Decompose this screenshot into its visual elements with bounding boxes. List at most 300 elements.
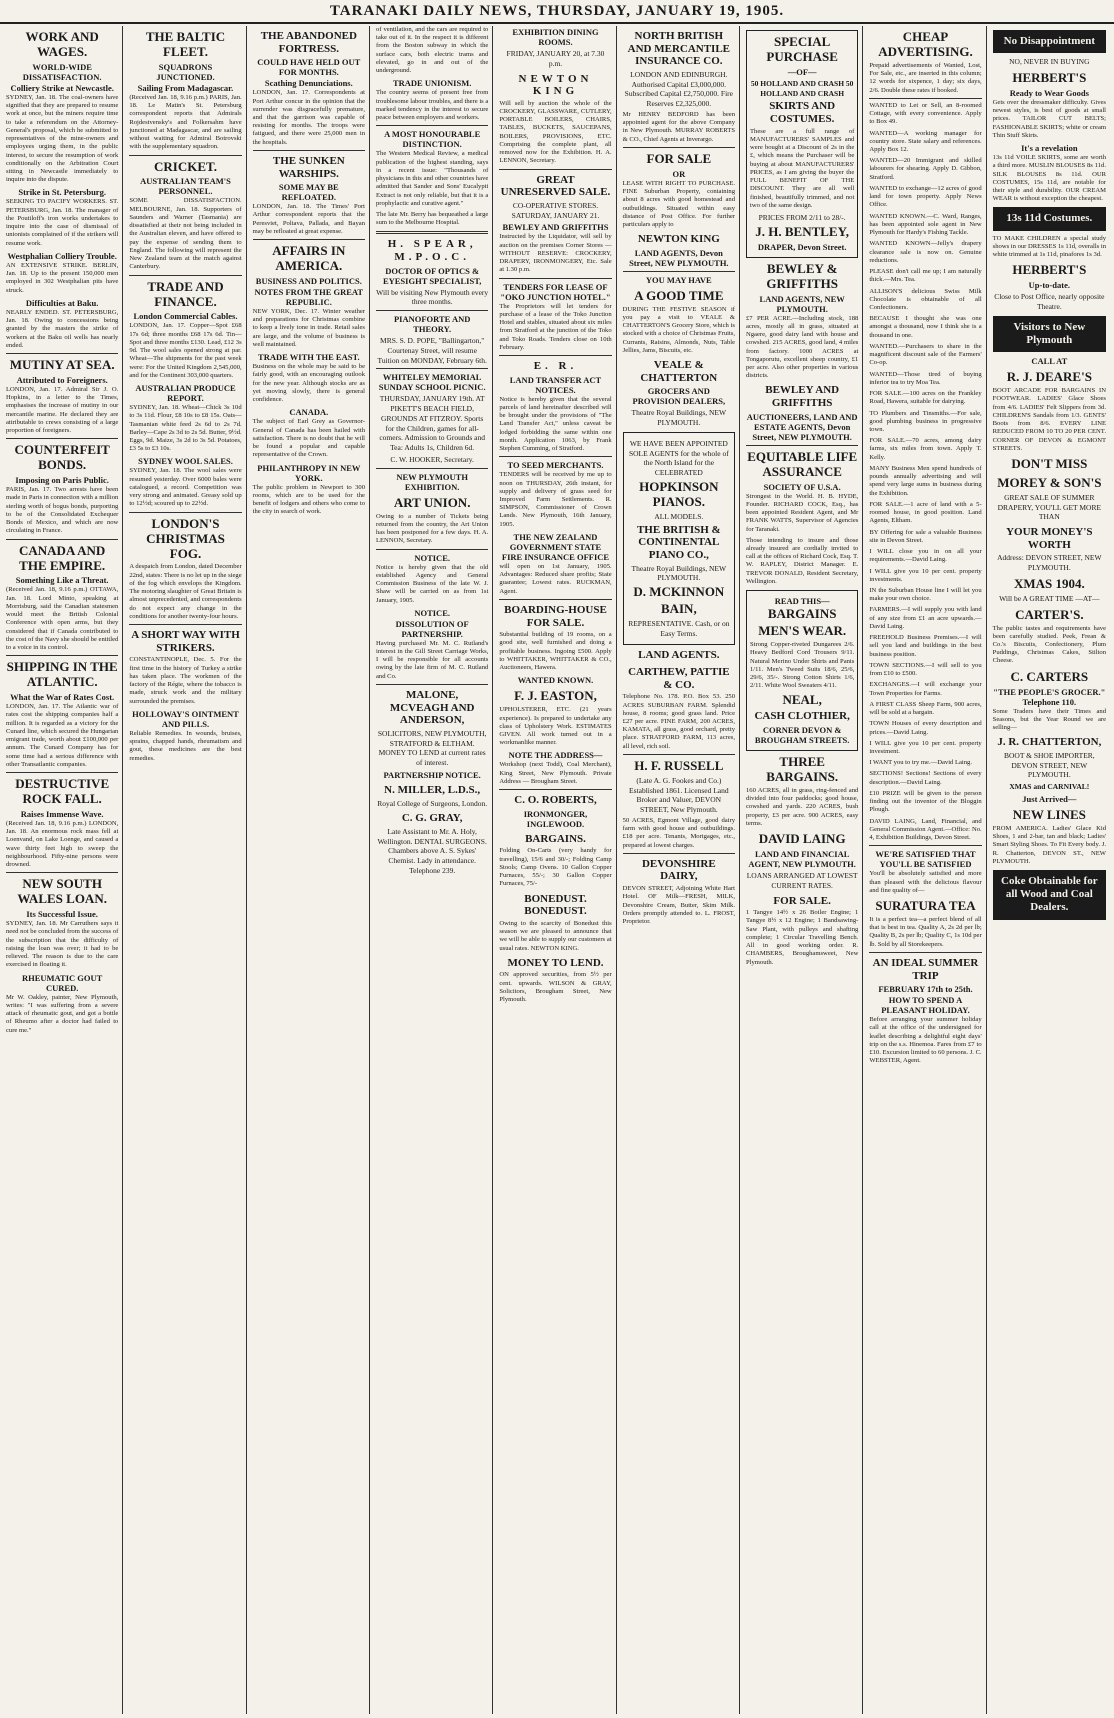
ad-text: LOANS ARRANGED AT LOWEST CURRENT RATES.	[746, 871, 858, 890]
article-text: The country seems of present free from troublesome labour troubles, and there is a marked tendency in the interest to secure peace between employers and workers.	[376, 89, 489, 122]
crest-er: E. R.	[533, 360, 578, 373]
headline-cricket: CRICKET.	[154, 158, 217, 174]
article-text: Reliable Remedies. In wounds, bruises, sprains, chapped hands, rheumatism and gout, these medicines are the best remedies.	[129, 729, 242, 762]
ad-costumes: 13s 11d Costumes.	[993, 207, 1106, 230]
subhead: AUCTIONEERS, LAND AND ESTATE AGENTS, Devon Street, NEW PLYMOUTH.	[746, 411, 858, 442]
headline-canada: CANADA AND THE EMPIRE.	[19, 542, 106, 573]
classified-ad: ALLISON'S delicious Swiss Milk Chocolate is obtainable of all Confectioners.	[869, 287, 982, 311]
ad-text: NO, NEVER IN BUYING	[1009, 57, 1090, 67]
ad-morey: MOREY & SON'S	[997, 474, 1102, 490]
ad-for-sale: FOR SALE.	[773, 894, 831, 907]
ad-gray: C. G. GRAY,	[401, 812, 463, 825]
headline-counterfeit: COUNTERFEIT BONDS.	[14, 442, 110, 473]
ad-text: Owing to a number of Tickets being returned from the country, the Art Union has been postponed for a few days. H. A. LENNON, Secretary.	[376, 512, 489, 545]
column-5	[497, 26, 616, 1714]
subhead: TRADE UNIONISM.	[392, 78, 472, 89]
article-text: SYDNEY, Jan. 18. The coal-owners have signified that they are prepared to resume work at once, but the miners require time to take a referendum on the Attorney-General's proposal, which he submitted to representatives of the mine-owners and employees urging them, in the public interest, to secure the resumption of work conditionally on the Arbitration Court sitting in Newcastle immediately to inquire into the dispute.	[6, 93, 119, 184]
article-text: Business on the whole may be said to be fairly good, with an encouraging outlook for the new year. Although stocks are as yet moving slowly, there is general confidence.	[252, 363, 365, 404]
classified-ad: I WILL give you 10 per cent. property investment.	[869, 739, 982, 755]
ad-suratura-tea: SURATURA TEA	[875, 898, 976, 914]
ad-text: SOLICITORS, NEW PLYMOUTH, STRATFORD & ELTHAM. MONEY TO LEND at current rates of interest.	[377, 728, 487, 768]
subhead: Colliery Strike at Newcastle.	[10, 82, 114, 93]
subhead: LAND AGENTS, NEW PLYMOUTH.	[759, 293, 845, 314]
classified-ad: I WILL give you 10 per cent. property investments.	[869, 567, 982, 583]
divider	[499, 169, 611, 170]
classified-ad: WANTED—20 Immigrant and skilled labourers for shearing. Apply D. Gibbon, Stratford.	[869, 157, 982, 181]
article-text: SYDNEY, Jan. 18. The wool sales were resumed yesterday. Over 6000 bales were catalogued, a record. Competition was very strong and animated. Greasy sold up to 12½d; scoured up to 22½d.	[129, 467, 242, 508]
subhead: What the War of Rates Cost.	[10, 692, 115, 703]
ad-new-lines: NEW LINES	[1012, 806, 1086, 822]
ad-chatterton: J. R. CHATTERTON,	[997, 736, 1102, 749]
classified-ad: MANY Business Men spend hundreds of pounds annually advertising and will spend very large sums in business during the Exhibition.	[869, 464, 982, 497]
ad-bonedust: BONEDUST. BONEDUST.	[524, 892, 587, 918]
ad-text: Having purchased Mr. M. C. Rutland's interest in the Gill Street Carriage Works, I will be responsible for all accounts owing by the late firm of M. C. Rutland and Co.	[376, 639, 489, 680]
ad-text: DEVON STREET, Adjoining White Hart Hotel. OF Milk—FRESH, MILK, Devonshire Cream, Butter, Skim Milk. Orders promptly attended to. L. FROST, Proprietor.	[622, 885, 735, 926]
subhead: NOTES FROM THE GREAT REPUBLIC.	[254, 287, 364, 308]
subhead: CORNER DEVON & BROUGHAM STREETS.	[754, 725, 850, 746]
classified-ad: WANTED KNOWN—Jelly's drapery clearance sale is now on. Genuine reductions.	[869, 240, 982, 264]
subhead: DOCTOR OF OPTICS & EYESIGHT SPECIALIST,	[382, 265, 482, 286]
classified-ad: IN the Suburban House line I will let you make your own choice.	[869, 587, 982, 603]
classified-ad: TOWN SECTIONS.—I will sell to you from £10 to £500.	[869, 661, 982, 678]
divider	[376, 125, 488, 126]
ad-north-british: NORTH BRITISH AND MERCANTILE INSURANCE CO.	[627, 30, 731, 68]
ad-text: will open on 1st January, 1905. Advantages: Reduced share profits; State guarantee; Lowest rates. RUCKMAN, Agent.	[499, 562, 612, 595]
classified-ad: EXCHANGES.—I will exchange your Town Properties for Farms.	[869, 681, 982, 697]
ad-text: Owing to the scarcity of Bonedust this season we are pleased to announce that we will be able to supply our customers at usual rates. NEWTON KING.	[499, 919, 612, 952]
article-text: of ventilation, and the cars are required to take out of it. In the respect it is different from the Boston subway in which the surface cars, both electric trams and elevated, go in and out of the underground.	[376, 26, 489, 75]
classified-ad: FARMERS.—I will supply you with land of any size from £1 an acre upwards.—David Laing.	[869, 606, 982, 630]
ad-mens-wear: MEN'S WEAR.	[758, 623, 847, 639]
ad-text: Will sell by auction the whole of the CROCKERY, GLASSWARE, CUTLERY, PORTABLE BOILERS, CHAIRS, TABLES, BUCKETS, SAUCEPANS, BOILERS, PROVISIONS, ETC. Comprising the complete plant, all removed now for the Exhibition. H. A. LENNON, Secretary.	[499, 99, 612, 165]
column-4	[374, 26, 493, 1714]
ad-russell: H. F. RUSSELL	[634, 757, 724, 773]
ad-text: TENDERS will be received by me up to noon on THURSDAY, 26th instant, for supply and delivery of grass seed for Improved Farm Settlements. R. SIMPSON, Commissioner of Crown Lands. New Plymouth, 16th January, 1905.	[499, 471, 612, 528]
divider	[499, 456, 611, 457]
ad-text: Gets over the dressmaker difficulty. Gives newest styles, is best of goods at small prices. TAILOR CUT BELTS; FASHIONABLE SKIRTS; white or cream Thin Stuff Skirts.	[992, 98, 1106, 139]
subhead: THE NEW ZEALAND GOVERNMENT STATE FIRE INSURANCE OFFICE	[501, 531, 610, 562]
subhead: FEBRUARY 17th to 25th.	[878, 984, 973, 995]
subhead: SOCIETY OF U.S.A.	[763, 481, 841, 492]
subhead: SYDNEY WOOL SALES.	[138, 456, 233, 467]
ad-text: Notice is hereby given that the several parcels of land hereinafter described will be brought under the provisions of "The Land Transfer Act," unless caveat be lodged forbidding the same within one month. Application 1063, by Frank Stephen Cumming, of Stratford.	[499, 395, 612, 453]
subhead: Westphalian Colliery Trouble.	[7, 250, 117, 261]
ad-visitors: Visitors to New Plymouth	[993, 316, 1106, 352]
divider	[623, 147, 735, 148]
subhead: Imposing on Paris Public.	[15, 475, 109, 486]
subhead: PARTNERSHIP NOTICE.	[383, 769, 481, 780]
ad-money-to-lend: MONEY TO LEND.	[507, 956, 604, 969]
classified-ads-list	[869, 102, 981, 843]
subhead: Difficulties at Baku.	[25, 297, 99, 308]
ad-david-laing: DAVID LAING	[758, 831, 846, 847]
divider	[6, 539, 118, 540]
subhead: LAND TRANSFER ACT NOTICES.	[509, 374, 602, 395]
article-text: SOME DISSATISFACTION. MELBOURNE, Jan. 18. Supporters of Saunders and Warner (Tasmania) are dissatisfied at their not being included in the Australian eleven, and have offered to pay the expense of sending them to England. The following will represent the New Zealand team at the match against Canterbury.	[129, 197, 242, 271]
subhead: It's a revelation	[1021, 143, 1078, 154]
subhead: NEW PLYMOUTH EXHIBITION.	[396, 471, 468, 492]
article-text: The public problem in Newport to 300 rooms, which are to be used for the benefit of lodgers and others who come to the city in search of work.	[252, 483, 365, 516]
divider	[623, 754, 735, 755]
ad-text: REPRESENTATIVE. Cash, or on Easy Terms.	[628, 618, 730, 638]
ad-text: Those intending to insure and those already insured are cordially invited to call at the offices of Richard Cock, Esq. T. W. RAPLEY, District Manager. E. TREVOR DONALD, Resident Secretary, Wellington.	[746, 536, 859, 585]
divider	[129, 624, 241, 625]
column-2	[127, 26, 246, 1714]
subhead: TENDERS FOR LEASE OF "OKO JUNCTION HOTEL."	[500, 281, 611, 302]
divider	[376, 684, 488, 685]
ad-text: TO MAKE CHILDREN a special study shows in our DRESSES 1s 11d, overalls in white trimmed at 1s 11d, pinafores 1s 3d.	[992, 234, 1106, 259]
divider	[499, 355, 611, 356]
subhead: EXHIBITION DINING ROOMS.	[512, 27, 599, 47]
column-7	[744, 26, 863, 1714]
classified-ad: BECAUSE I thought she was one amongst a thousand, now I think she is a thousand in one.	[869, 315, 982, 339]
classified-ad: A FIRST CLASS Sheep Farm, 900 acres, will be sold at a bargain.	[869, 700, 982, 717]
ad-text: Some Traders have their Times and Seasons, but the Year Round we are selling—	[992, 707, 1106, 732]
columns	[4, 26, 1110, 1714]
ad-bargains-box	[746, 590, 858, 751]
ad-text: FRIDAY, JANUARY 20, at 7.30 p.m.	[506, 49, 605, 68]
classified-ad: SECTIONS! Sections! Sections of every description.—David Laing.	[869, 770, 982, 786]
ad-text: Close to Post Office, nearly opposite Theatre.	[994, 292, 1105, 312]
ad-bewley-griffiths-2: BEWLEY AND GRIFFITHS	[765, 384, 840, 410]
ad-text: PRICES FROM 2/11 to 28/-.	[758, 213, 846, 222]
ad-bentley: J. H. BENTLEY,	[755, 223, 850, 239]
divider	[376, 468, 488, 469]
ad-text: WE HAVE BEEN APPOINTED SOLE AGENTS for the whole of the North Island for the CELEBRATED	[628, 438, 729, 478]
ad-money-worth: YOUR MONEY'S WORTH	[1006, 526, 1093, 551]
ad-text: The Proprietors will let tenders for purchase of a lease of the Toko Junction Hotel and stables, situated about six miles from Stratford at the junction of the Toko and Toko Roads. Tenders close on 10th February.	[499, 302, 612, 351]
ad-text: LONDON AND EDINBURGH. Authorised Capital £3,000,000. Subscribed Capital £2,750,000. Fire Reserves £2,325,000.	[624, 69, 733, 109]
article-text: LONDON, Jan. 18. The Times' Port Arthur correspondent reports that the Peresviet, Poltava, Pallada, and Bayan may be refloated at great expense.	[252, 203, 365, 235]
divider	[499, 278, 611, 279]
subhead: GROCERS AND PROVISION DEALERS,	[632, 386, 726, 407]
classified-ad: PLEASE don't call me up; I am naturally thick.—Mrs. Tea.	[869, 268, 982, 284]
column-9	[991, 26, 1110, 1714]
ad-miller: N. MILLER, L.D.S.,	[384, 783, 481, 796]
divider	[376, 549, 488, 550]
subhead: WE'RE SATISFIED THAT YOU'LL BE SATISFIED	[875, 849, 976, 870]
article-text: LONDON, Jan. 17. The Atlantic war of rates cost the shipping companies half a million. It is regarded as a victory for the Cunard line, which secured the Hungarian emigrant trade, worth about £100,000 per annum. The Cunard Company has for some time had a serious difference with other Transatlantic companies.	[6, 703, 119, 768]
subhead: TO SEED MERCHANTS.	[507, 460, 604, 471]
divider	[376, 368, 488, 369]
subhead: SQUADRONS JUNCTIONED.	[156, 61, 215, 82]
article-text: LONDON, Jan. 17. Copper—Spot £68 17s 6d; three months £68 17s 6d. Tin—Spot and three months £130. Lead, £12 3s 9d. The wool sales opened strong at par. Wheat—The shipments for the past week were: For the United Kingdom 2,545,000, and for the Continent 303,000 quarters.	[129, 322, 242, 379]
article-text: LONDON, Jan. 17. Correspondents at Port Arthur concur in the opinion that the surrender was disgracefully premature, and that the garrison was capable of resisting for months. The troops were fatigued, and there were 25,000 men in the hospitals.	[252, 89, 365, 146]
ad-text: Theatre Royal Buildings, NEW PLYMOUTH.	[631, 563, 727, 583]
divider	[6, 655, 118, 656]
subhead: DISSOLUTION OF PARTNERSHIP.	[395, 618, 469, 639]
ad-newton-king: NEWTON KING	[637, 233, 720, 246]
ad-text: Will be visiting New Plymouth every three months.	[376, 287, 489, 307]
divider	[623, 853, 735, 854]
ad-boarding-house: BOARDING-HOUSE FOR SALE.	[504, 603, 607, 629]
subhead: SOME MAY BE REFLOATED.	[278, 182, 339, 203]
subhead: BUSINESS AND POLITICS.	[255, 276, 362, 287]
headline-baltic-fleet: THE BALTIC FLEET.	[145, 29, 226, 59]
classified-ad: TOWN Houses of every description and prices.—David Laing.	[869, 720, 982, 736]
ad-herberts-2: HERBERT'S	[1012, 262, 1087, 278]
classified-ad: I WANT you to try me.—David Laing.	[869, 759, 973, 767]
ad-text: Will be A GREAT TIME —AT—	[999, 593, 1100, 603]
subhead: —OF—	[787, 66, 817, 77]
ad-text: 50 HOLLAND AND CRASH 50 HOLLAND AND CRASH	[750, 78, 854, 98]
subhead: "THE PEOPLE'S GROCER." Telephone 110.	[993, 686, 1106, 707]
ad-text: The public tastes and requirements have been carefully studied. Peek, Frean & Co.'s Biscuits, Confectionery, Plum Puddings, Christmas Cakes, Stilton Cheese.	[992, 624, 1106, 665]
ad-text: Substantial building of 19 rooms, on a good site, well furnished and doing a profitable business. Ingoing £500. Apply to WHITTAKER, WHITTAKER & CO., Auctioneers, Hawera.	[499, 631, 612, 672]
ad-text: ALL MODELS.	[654, 511, 704, 521]
ad-bewley-griffiths: BEWLEY & GRIFFITHS	[766, 260, 838, 291]
ad-text: Before arranging your summer holiday call at the office of the undersigned for leaflet describing a delightful eight days' trip on the s.s. Hinemoa. Fares from £7 to £10. Excursion limited to 60 persons. J. C. WEBSTER, Agent.	[869, 1016, 982, 1065]
headline-mutiny: MUTINY AT SEA.	[9, 356, 115, 372]
ad-veale-chatterton: VEALE & CHATTERTON	[640, 359, 718, 384]
ad-hopkinson: HOPKINSON PIANOS.	[639, 478, 719, 509]
ad-text: CO-OPERATIVE STORES. SATURDAY, JANUARY 21.	[511, 200, 600, 220]
ad-text: 160 ACRES, all in grass, ring-fenced and divided into four paddocks; good house, cowshed and yards. 220 ACRES, bush property, £3 per acre. 900 ACRES, easy terms.	[746, 786, 859, 827]
ad-text: THURSDAY, JANUARY 19th. AT PIKETT'S BEACH FIELD, GROUNDS AT FITZROY. Sports for the Children, games for all-comers. Admission to Grounds and Tea: Adults 1s, Children 6d.	[379, 394, 485, 453]
ad-text: Folding On-Carts (very handy for travelling), 15/6 and 30/-; Folding Camp Stools; Camp Ovens. 10 Gallon Copper Furnaces, 55/-; 30 Gallon Copper Furnaces, 75/-	[499, 847, 612, 888]
ad-text: Strong Copper-riveted Dungarees 2/6. Heavy Bedford Cord Trousers 9/11. Natural Merino Under Shirts and Pants 1/11. Men's Tweed Suits 18/6, 25/6, 29/6, 35/-. Strong Cotton Shirts 1/6, 2/11. White Wool Sweaters 4/11.	[750, 641, 855, 690]
classified-ad: FREEHOLD Business Premises.—I will sell you land and buildings in the best business position.	[869, 634, 982, 658]
ad-dont-miss: DON'T MISS	[1011, 455, 1088, 471]
column-3	[251, 26, 370, 1714]
ad-three-bargains: THREE BARGAINS.	[766, 754, 839, 784]
ad-bargains: BARGAINS.	[525, 832, 586, 845]
divider	[253, 239, 365, 240]
divider	[6, 353, 118, 354]
headline-shipping: SHIPPING IN THE ATLANTIC.	[6, 659, 118, 690]
headline-strikers: A SHORT WAY WITH STRIKERS.	[131, 629, 240, 654]
classified-ad: WANTED—Those tired of buying inferior tea to try Moa Tea.	[869, 370, 982, 386]
subhead: Raises Immense Wave.	[20, 808, 104, 819]
subhead: AUSTRALIAN TEAM'S PERSONNEL.	[140, 176, 231, 197]
ad-text: Workshop (next Todd), Coal Merchant), King Street, New Plymouth. Private Address — Brougham Street.	[499, 761, 612, 785]
ad-text: GREAT SALE OF SUMMER DRAPERY, YOU'LL GET MORE THAN	[997, 492, 1102, 522]
article-text: PARIS, Jan. 17. Two arrests have been made in Paris in connection with a million sterling worth of bogus bonds, purporting to be of the Consolidated Exchequer Bonds of Mexico, and which are now circulating in France.	[6, 486, 119, 535]
subhead: Attributed to Foreigners.	[16, 374, 108, 385]
ad-summer-trip: AN IDEAL SUMMER TRIP	[872, 956, 979, 982]
subhead: YOU MAY HAVE	[645, 274, 712, 285]
ad-text: Instructed by the Liquidator, will sell by auction on the premises Corner Stores — WITHOUT RESERVE: CROCKERY, DRAPERY, IRONMONGERY, Etc. Sale at 1.30 p.m.	[499, 233, 612, 274]
subhead: Strike in St. Petersburg.	[18, 187, 106, 198]
headline-london-fog: LONDON'S CHRISTMAS FOG.	[146, 515, 225, 561]
article-text: (Received Jan. 18, 9.16 p.m.) PARIS, Jan. 18. Le Matin's St. Petersburg correspondent reports that Admirals Rojdestvensky's and Folkersahm have junctioned at Madagascar, and are sailing without waiting for Admiral Botrovski with the supplementary squadron.	[129, 93, 242, 151]
subhead: Ready to Wear Goods	[1009, 87, 1089, 98]
subhead: HOW TO SPEND A PLEASANT HOLIDAY.	[881, 995, 970, 1016]
subhead: Its Successful Issue.	[26, 909, 98, 920]
headline-work-and-wages: WORK AND WAGES.	[25, 29, 99, 59]
divider	[869, 98, 981, 99]
subhead: Just Arrived—	[1022, 793, 1077, 804]
ad-text: DURING THE FESTIVE SEASON if you pay a visit to VEALE & CHATTERTON'S Grocery Store, which is stocked with a choice of Christmas Fruits, Currants, Raisins, Almonds, Nuts, Table Jellies, Jams, Biscuits, etc.	[622, 305, 735, 354]
article-text: NEW YORK, Dec. 17. Winter weather and preparations for Christmas combine to keep a lively tone in trade. Retail sales are large, and the volume of business is well maintained.	[252, 308, 365, 348]
article-text: (Received Jan. 18, 9.16 p.m.) LONDON, Jan. 18. An enormous rock mass fell at Loenvand, on Lake Loenge, and caused a wave thirty feet high to sweep the neighbourhood. Fifty-nine persons were drowned.	[6, 819, 119, 869]
article-text: SYDNEY, Jan. 18. Wheat—Chick 3s 10d to 3s 11d. Flour, £8 10s to £8 15s. Oats—Tasmanian white feed 2s 6d to 2s 7d. Barley—Cape 2s 3d to 2s 5d. Butter, 9½d. Eggs, 9d. Maize, 3s 2d to 3s 5d. Potatoes, £3 5s to £3 10s.	[129, 404, 242, 453]
ad-text: BOOT ARCADE FOR BARGAINS IN FOOTWEAR. LADIES' Glace Shoes from 4/6. LADIES' Felt Slippers from 3d. CHILDREN'S Sandals from 1/3. GENTS' Boots from 8/6. EVERY LINE REDUCED FROM 10 TO 20 PER CENT. CORNER OF DEVON & EGMONT STREETS.	[992, 387, 1106, 452]
subhead: Sailing From Madagascar.	[137, 82, 234, 93]
divider	[623, 271, 735, 272]
subhead: OR	[672, 168, 686, 179]
divider	[253, 150, 365, 151]
ad-text: Royal College of Surgeons, London.	[377, 798, 488, 808]
classified-ad: £10 PRIZE will be given to the person finding out the inventor of the Bloggin Plough.	[869, 789, 982, 814]
subhead: AUSTRALIAN PRODUCE REPORT.	[135, 383, 236, 404]
divider	[499, 789, 611, 790]
classified-ad: FOR SALE.—100 acres on the Frankley Road, Hawera, suitable for dairying.	[869, 390, 982, 406]
headline-sunken-warships: THE SUNKEN WARSHIPS.	[272, 154, 345, 180]
ad-text: 13s 11d VOILE SKIRTS, some are worth a third more. MUSLIN BLOUSES 8s 11d. SILK BLOUSES 8s 11d. OUR COSTUMES, 15s 11d, are notable for their style and durability. OUR CREAM WEAR is without exception the cheapest.	[992, 154, 1106, 203]
divider	[499, 599, 611, 600]
article-text: AN EXTENSIVE STRIKE. BERLIN, Jan. 18. Up to the present 150,000 men employed in 302 Westphalian pits have struck.	[6, 261, 119, 294]
subhead: PIANOFORTE AND THEORY.	[393, 314, 471, 335]
article-text: Mr W. Oakley, painter, New Plymouth, writes: "I was suffering from a severe attack of rheumatic gout, and got a bottle of Rheumo after a doctor had failed to cure me."	[6, 993, 119, 1034]
headline-abandoned-fortress: THE ABANDONED FORTRESS.	[260, 30, 357, 55]
ad-text: UPHOLSTERER, ETC. (21 years experience). Is prepared to undertake any class of Upholstery Work. ESTIMATES GIVEN. All work turned out in a workmanlike manner.	[499, 706, 612, 747]
divider	[129, 512, 241, 513]
headline-rock-fall: DESTRUCTIVE ROCK FALL.	[15, 776, 110, 807]
ad-text: BOOT & SHOE IMPORTER, DEVON STREET, NEW PLYMOUTH.	[1003, 750, 1095, 780]
subhead: WANTED KNOWN.	[517, 675, 594, 686]
subhead: London Commercial Cables.	[133, 311, 238, 322]
article-text: The Western Medical Review, a medical publication of the highest standing, says in a recent issue: "Thousands of physicians in this and other countries have admitted that Sander and Sons' Eucalypti Extract is not only reliable, but that it is a prophylactic and curative agent."	[376, 150, 489, 207]
subhead: WORLD-WIDE DISSATISFACTION.	[22, 61, 102, 82]
subhead: A MOST HONOURABLE DISTINCTION.	[384, 129, 481, 150]
ad-text: It is a perfect tea—a perfect blend of all that is best in tea. Quality A, 2s 2d per lb; Quality B, 2s per lb; Quality C, 1s 10d per lb. Sold by all Storekeepers.	[869, 915, 982, 948]
column-6	[621, 26, 740, 1714]
divider	[869, 845, 981, 846]
ad-good-time: A GOOD TIME	[634, 287, 724, 303]
ad-devonshire-dairy: DEVONSHIRE DAIRY,	[641, 857, 716, 883]
subhead: WHITELEY MEMORIAL SUNDAY SCHOOL PICNIC.	[378, 372, 486, 393]
subhead: READ THIS—	[774, 596, 830, 607]
ad-text: Late Assistant to Mr. A. Holy, Wellington. DENTAL SURGEONS. Chambers above A. S. Sykes' Chemist. Lady in attendance. Telephone 239.	[377, 826, 487, 875]
ad-text: ON approved securities, from 5½ per cent. upwards. WILSON & GRAY, Solicitors, Brougham Street, New Plymouth.	[499, 971, 612, 1004]
ad-skirts-costumes: SKIRTS AND COSTUMES.	[769, 100, 836, 126]
subhead: Up-to-date.	[1028, 280, 1070, 291]
ad-no-disappointment: No Disappointment	[993, 30, 1106, 53]
ad-mckinnon: D. MCKINNON	[633, 584, 725, 600]
ad-newton-king: NEWTON KING	[518, 72, 593, 98]
article-text: SEEKING TO PACIFY WORKERS. ST. PETERSBURG, Jan. 18. The manager of the Poutiloff's iron works undertakes to inquire into the case of dismissal of unionists complained of if the strikers will resume work.	[6, 198, 119, 247]
classified-ad: WANTED to Let or Sell, an 8-roomed Cottage, with every convenience. Apply to Box 49.	[869, 101, 982, 126]
ad-text: Prepaid advertisements of Wanted, Lost, For Sale, etc., are inserted in this column; 12 words for sixpence, 1 day; six days, 2/6. Double these rates if booked.	[869, 61, 982, 94]
classified-ad: BY Offering for sale a valuable Business site in Devon Street.	[869, 528, 982, 544]
subhead: RHEUMATIC GOUT CURED.	[21, 972, 103, 993]
subhead: COULD HAVE HELD OUT FOR MONTHS.	[257, 57, 361, 78]
classified-ad: WANTED KNOWN.—C. Ward, Ranges, has been appointed sole agent in New Plymouth for Hardy's Fishing Tackle.	[869, 212, 982, 237]
ad-cash-clothier: CASH CLOTHIER,	[754, 710, 850, 723]
ad-special-purchase: SPECIAL PURCHASE	[766, 34, 838, 64]
classified-ad: WANTED.—Purchasers to share in the magnificent discount sale of the Farmers' Co-op.	[869, 342, 982, 367]
article-text: LONDON, Jan. 17. Admiral Sir J. O. Hopkins, in a letter to the Times, emphasises the increase of mutiny in our mercantile marine. He declared they are attributable to crews consisting of a large proportion of foreigners.	[6, 385, 119, 435]
divider	[129, 275, 241, 276]
headline-trade-finance: TRADE AND FINANCE.	[147, 278, 224, 309]
classified-ad: DAVID LAING, Land, Financial, and General Commission Agent.—Office: No. 4, Exhibition Buildings, Devon Street.	[869, 817, 982, 842]
ad-roberts: C. O. ROBERTS,	[514, 794, 597, 807]
classified-ad: FOR SALE.—70 acres, among dairy farms, six miles from town. Apply T. Kelly.	[869, 437, 982, 461]
ad-text: FROM AMERICA. Ladies' Glace Kid Shoes, 1 and 2-bar, tan and black; Ladies' Smart Styling Shoes. To Fit Every body. J. R. Chatterton, DEVON ST., NEW PLYMOUTH.	[992, 824, 1106, 865]
subhead: BEWLEY AND GRIFFITHS	[502, 222, 609, 233]
article-text: (Received Jan. 18, 9.16 p.m.) OTTAWA, Jan. 18. Lord Minto, speaking at Morrisburg, said the Canadian statesmen would meet the British Colonial Conference with open arms, but they considered that if Canada contributed to the cost of the Navy she should be entitled to a voice in its control.	[6, 586, 119, 652]
divider	[6, 772, 118, 773]
ad-xmas: XMAS 1904.	[1013, 575, 1085, 591]
ad-coke: Coke Obtainable for all Wood and Coal Dealers.	[993, 870, 1106, 920]
ad-great-sale: GREAT UNRESERVED SALE.	[500, 173, 611, 199]
subhead: PHILANTHROPY IN NEW YORK.	[257, 462, 361, 483]
ad-bargains: BARGAINS	[767, 606, 837, 622]
ad-text: (Late A. G. Fookes and Co.) Established 1861. Licensed Land Broker and Valuer, DEVON STREET, New Plymouth.	[629, 775, 729, 815]
subhead: Something Like a Threat.	[15, 575, 109, 586]
ad-text: Mr HENRY BEDFORD has been appointed agent for the above Company in New Plymouth. MURRAY ROBERTS & CO., Chief Agents at Inverargo.	[622, 110, 735, 143]
classified-ad: FOR SALE.—1 acre of land with a 5-roomed house, in good position. Land Agents, Eltham.	[869, 500, 982, 525]
ad-text: 1 Tangye 14½ x 26 Boiler Engine; 1 Tangye 8½ x 12 Engine; 1 Bandsawing-Saw Plant, with pulleys and shafting complete; 1 Circular Travelling Bench. All in good working order. R. CHAMBERS, Broughamsweet, New Plymouth.	[746, 909, 859, 966]
ad-text: XMAS and CARNIVAL!	[1009, 782, 1090, 792]
ad-text: Telephone No. 178. P.O. Box 53. 250 ACRES SUBURBAN FARM. Splendid house, 8 rooms; good grass land. Price £27 per acre. FINE FARM, 200 ACRES, KAMATA, all grass, good orchard, pretty place. STRATFORD FARM, 113 acres, all level, rich soil.	[622, 693, 735, 750]
ad-carthew: CARTHEW, PATTIE & CO.	[628, 666, 730, 691]
ad-carters: CARTER'S.	[1015, 606, 1084, 622]
ad-text: You'll be absolutely satisfied and more than pleased with the delicious flavour and fine quality of—	[869, 870, 982, 894]
divider	[376, 310, 488, 311]
ad-text: Address: DEVON STREET, NEW PLYMOUTH.	[997, 553, 1102, 573]
article-text: A despatch from London, dated December 22nd, states: There is no let up in the siege of the fog which envelops the Kingdom. The motoring slaughter of Great Britain is almost unprecedented, and correspondents do not expect any change in the conditions for another twenty-four hours.	[129, 563, 242, 620]
ad-text: £7 PER ACRE.—Including stock, 188 acres, mostly all in grass, situated at Ngaere, good dairy land with house and cowshed. 215 ACRES, good land, 4 miles from factory. 1000 ACRES at Tongaporutu, excellent sheep country, £1 per acre. Also other properties in various districts.	[746, 314, 859, 380]
divider	[6, 872, 118, 873]
ad-land-agents: LAND AGENTS.	[638, 649, 720, 662]
ad-text: Notice is hereby given that the old established Agency and General Commission Business of the late W. J. Shaw will be carried on as from 1st January, 1905.	[376, 563, 489, 604]
ad-spear: H. SPEAR, M.P.O.C.	[387, 238, 477, 264]
ad-malone: MALONE, MCVEAGH AND ANDERSON,	[389, 688, 475, 727]
divider	[129, 155, 241, 156]
subhead: NOTICE.	[414, 552, 450, 563]
ad-text: These are a full range of MANUFACTURERS' SAMPLES and were bought at a Discount of 2s in the £, which means the Purchaser will be buying at about MANUFACTURERS' PRICES, as I am giving the buyer the FULL BENEFIT OF THE DISCOUNT. They are all well finished, beautifully trimmed, and not two of the same design.	[750, 127, 855, 209]
ad-text: Theatre Royal Buildings, NEW PLYMOUTH.	[631, 408, 727, 428]
subhead: CANADA.	[289, 407, 329, 418]
ad-text: LEASE WITH RIGHT TO PURCHASE. FINE Suburban Property, containing about 8 acres with good homestead and outbuildings. Situated within easy distance of Post Office. For further particulars apply to	[622, 179, 735, 228]
article-text: The subject of Earl Grey as Governor-General of Canada has been hailed with satisfaction. There is no doubt that he will be found a popular and capable representative of the Crown.	[252, 418, 365, 459]
article-text: CONSTANTINOPLE, Dec. 5. For the first time in the history of Turkey a strike has taken place. The workmen of the factory of the Régie, where the tobacco is made, struck work and the military surrounded the premises.	[129, 656, 242, 705]
classified-ad: WANTED—A working manager for country store. State salary and references. Apply Box 12.	[869, 129, 982, 153]
subhead: IRONMONGER, INGLEWOOD.	[523, 808, 588, 829]
ad-bain: BAIN,	[660, 600, 697, 616]
headline-nsw-loan: NEW SOUTH WALES LOAN.	[17, 876, 107, 907]
ad-deares: R. J. DEARE'S	[1006, 369, 1092, 385]
ad-herberts: HERBERT'S	[1012, 69, 1087, 85]
article-text: NEARLY ENDED. ST. PETERSBURG, Jan. 18. Owing to concessions being granted by the masters the strike of workers at the Baku oil wells has nearly ended.	[6, 308, 119, 349]
column-1	[4, 26, 123, 1714]
ad-text: C. W. HOOKER, Secretary.	[390, 454, 474, 464]
column-8	[867, 26, 986, 1714]
ad-c-carters: C. CARTERS	[1010, 668, 1089, 684]
ad-british-continental: THE BRITISH & CONTINENTAL PIANO CO.,	[636, 523, 721, 561]
subhead: LAND AND FINANCIAL AGENT, NEW PLYMOUTH.	[748, 849, 856, 870]
ad-for-sale: FOR SALE	[646, 150, 712, 166]
divider	[746, 445, 858, 446]
ad-hopkinson-box	[623, 432, 735, 645]
ad-text: 50 ACRES, Egmont Village, good dairy farm with good house and outbuildings. £18 per acre. Tenants, Mortgages, etc., prepared at lowest charges.	[622, 816, 735, 849]
ad-art-union: ART UNION.	[393, 494, 471, 510]
masthead	[0, 0, 1114, 24]
headline-affairs-america: AFFAIRS IN AMERICA.	[272, 243, 346, 274]
ad-equitable-life: EQUITABLE LIFE ASSURANCE	[747, 448, 858, 479]
ad-neal: NEAL,	[782, 692, 822, 708]
subhead: CALL AT	[1031, 356, 1068, 367]
ad-easton: F. J. EASTON,	[514, 688, 597, 704]
masthead-title: TARANAKI DAILY NEWS, THURSDAY, JANUARY 19, 1905.	[329, 3, 785, 19]
subhead: NOTE THE ADDRESS—	[508, 750, 603, 761]
subhead: LAND AGENTS, Devon Street, NEW PLYMOUTH.	[629, 247, 729, 268]
subhead: Scathing Denunciations.	[264, 78, 353, 89]
article-text: SYDNEY, Jan. 18. Mr Carruthers says it need not be concluded from the success of the subscription that the difficulty of raising the loan was over; it had to be relieved. The reason is due to the care exercised in floating it.	[6, 920, 119, 969]
ad-special-purchase-box	[746, 30, 858, 258]
